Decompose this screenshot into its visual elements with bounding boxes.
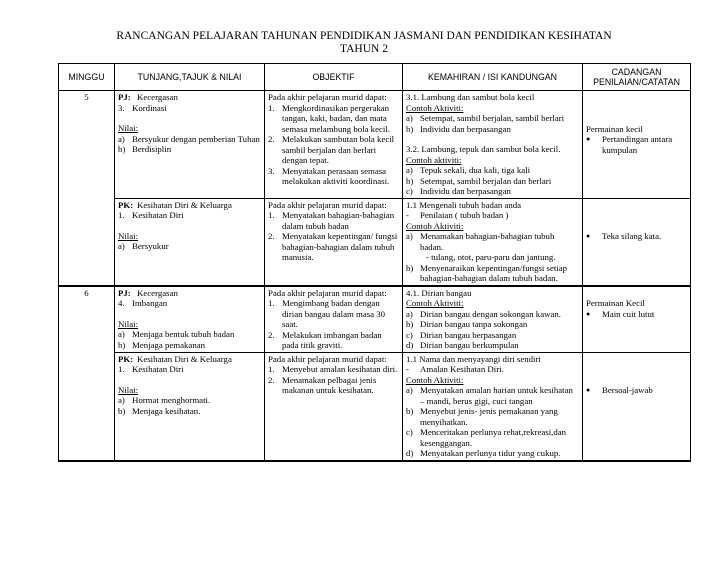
spacer — [118, 375, 261, 385]
nilai-label: Nilai: — [118, 230, 139, 241]
cell-minggu — [59, 198, 115, 286]
cell-tunjang — [115, 352, 265, 461]
nilai-item-marker: b) — [118, 405, 126, 416]
nilai-item-marker: b) — [118, 144, 126, 154]
kemahiran-item-text: Menamakan bahagian-bahagian tubuh badan. — [420, 231, 555, 252]
kemahiran-subitem: - tulang, otot, paru-paru dan jantung. — [426, 252, 556, 262]
tunjang-topic-text: Kecergasan — [137, 287, 178, 298]
kemahiran-item — [406, 124, 579, 135]
tunjang-code: PK: — [118, 199, 134, 210]
kemahiran-item — [406, 330, 579, 341]
objektif-item-text: Menyatakan bahagian-bahagian dalam tubuh badan — [282, 210, 395, 231]
objektif-item-text: Menamakan pelbagai jenis makanan untuk kesihatan. — [282, 374, 377, 395]
kemahiran-item — [406, 176, 579, 187]
cell-kemahiran — [403, 198, 583, 286]
nilai-item-text: Berdisiplin — [132, 144, 172, 154]
objektif-item-text: Mengimbang badan dengan dirian bangau dalam masa 30 saat. — [282, 298, 386, 329]
cadangan-bullet-text: Main cuit lutut — [602, 308, 655, 319]
kemahiran-item-marker: d) — [406, 448, 414, 458]
nilai-item-text: Bersyukur — [132, 241, 169, 251]
objektif-item-text: Melakukan sambutan bola kecil sambil berjalan dan berlari dengan tepat. — [282, 134, 395, 165]
title-line-2: TAHUN 2 — [340, 43, 388, 55]
nilai-item — [118, 340, 261, 351]
objektif-item-marker: 3. — [268, 165, 275, 176]
kemahiran-item — [406, 263, 579, 284]
tunjang-item-text: Kesihatan Diri — [132, 210, 184, 220]
objektif-intro: Pada akhir pelajaran murid dapat: — [268, 92, 387, 102]
kemahiran-item — [406, 165, 579, 176]
nilai-item-marker: b) — [118, 339, 126, 350]
bullet-icon: ● — [586, 232, 591, 240]
kemahiran-heading: 1.1 Nama dan menyayangi diri sendiri — [406, 353, 541, 364]
kemahiran-item-marker: a) — [406, 165, 413, 175]
header-minggu: MINGGU — [59, 64, 115, 91]
cell-kemahiran — [403, 286, 583, 353]
kemahiran-item-text: Menyatakan amalan harian untuk kesihatan – mandi, berus gigi, cuci tangan — [420, 385, 573, 406]
kemahiran-heading: 3.2. Lambung, tepuk dan sambut bola kecil. — [406, 144, 561, 154]
cell-objektif — [265, 198, 403, 286]
cadangan-bullet-item — [586, 385, 687, 396]
kemahiran-item-marker: a) — [406, 308, 413, 319]
spacer — [586, 103, 687, 114]
spacer — [586, 210, 687, 221]
kemahiran-item-text: Setempat, sambil berjalan, sambil berlari — [420, 113, 565, 123]
tunjang-item-marker: 4. — [118, 298, 125, 308]
tunjang-code: PJ: — [118, 287, 131, 298]
objektif-item — [268, 210, 399, 231]
nilai-item-marker: a) — [118, 133, 125, 144]
objektif-item — [268, 166, 399, 187]
objektif-intro: Pada akhir pelajaran murid dapat: — [268, 199, 387, 210]
nilai-item — [118, 134, 261, 145]
objektif-item — [268, 103, 399, 135]
nilai-item-marker: a) — [118, 395, 125, 405]
objektif-item-marker: 2. — [268, 374, 275, 385]
kemahiran-item-text: Tepuk sekali, dua kali, tiga kali — [420, 165, 531, 175]
spacer — [586, 354, 687, 365]
nilai-item — [118, 329, 261, 340]
objektif-item — [268, 231, 399, 263]
kemahiran-item — [406, 113, 579, 124]
tunjang-item-text: Kordinasi — [132, 102, 167, 113]
bullet-icon: ● — [586, 135, 591, 143]
cadangan-bullet-item — [586, 309, 687, 320]
objektif-item-text: Mengkordinasikan pergerakan tangan, kaki, badan, dan mata semasa melambung bola kecil. — [282, 102, 390, 134]
objektif-item — [268, 298, 399, 330]
kemahiran-heading: 4.1. Dirian bangau — [406, 287, 472, 298]
kemahiran-item — [406, 448, 579, 459]
kemahiran-item-text: Dirian bangau berpasangan — [420, 329, 517, 340]
tunjang-code: PJ: — [118, 92, 131, 102]
nilai-item-text: Menjaga pemakanan — [132, 339, 206, 350]
kemahiran-item-marker: - — [406, 364, 409, 374]
kemahiran-item-text: Individu dan berpasangan — [420, 123, 511, 134]
nilai-item — [118, 395, 261, 406]
kemahiran-item-text: Dirian bangau berkumpulan — [420, 340, 519, 350]
objektif-item — [268, 364, 399, 375]
tunjang-item — [118, 103, 261, 114]
objektif-item-marker: 1. — [268, 210, 275, 220]
cell-tunjang — [115, 198, 265, 286]
spacer — [406, 134, 579, 144]
objektif-item-text: Menyebut amalan kesihatan diri. — [282, 364, 398, 374]
objektif-intro: Pada akhir pelajaran murid dapat: — [268, 353, 387, 364]
kemahiran-item-text: Menyenaraikan kepentingan/fungsi setiap bahagian-bahagian dalam tubuh badan. — [420, 262, 568, 283]
tunjang-code: PK: — [118, 353, 134, 364]
contoh-aktiviti-label: Contoh Aktiviti: — [406, 220, 464, 231]
table-row — [59, 198, 691, 286]
nilai-item-text: Menjaga bentuk tubuh badan — [132, 329, 235, 339]
nilai-item-marker: a) — [118, 241, 125, 251]
kemahiran-item-marker: c) — [406, 186, 413, 196]
objektif-item-marker: 2. — [268, 329, 275, 340]
tunjang-topic-text: Kesihatan Diri & Keluarga — [137, 353, 232, 364]
table-row — [59, 352, 691, 461]
spacer — [118, 309, 261, 319]
table-row — [59, 91, 691, 199]
header-cadangan-line-2: PENILAIAN/CATATAN — [593, 77, 680, 87]
spacer — [586, 92, 687, 103]
tunjang-topic — [118, 200, 261, 211]
nilai-item — [118, 406, 261, 417]
kemahiran-item-marker: a) — [406, 231, 413, 241]
tunjang-topic — [118, 354, 261, 365]
tunjang-item-marker: 1. — [118, 364, 125, 374]
cadangan-bullet-text: Teka silang kata. — [602, 231, 662, 241]
cadangan-bullet-item — [586, 231, 687, 242]
objektif-item-text: Menyatakan perasaan semasa melakukan aktiviti koordinasi. — [282, 165, 390, 186]
tunjang-item — [118, 364, 261, 375]
kemahiran-item — [406, 385, 579, 406]
header-kemahiran: KEMAHIRAN / ISI KANDUNGAN — [403, 64, 583, 91]
nilai-item — [118, 241, 261, 252]
spacer — [586, 288, 687, 299]
kemahiran-item-marker: c) — [406, 329, 413, 340]
nilai-label: Nilai: — [118, 123, 139, 133]
kemahiran-item-marker: b) — [406, 319, 414, 329]
spacer — [586, 200, 687, 211]
kemahiran-item-text: Dirian bangau dengan sokongan kawan. — [420, 308, 561, 319]
kemahiran-item-marker: b) — [406, 406, 414, 416]
kemahiran-item-marker: a) — [406, 113, 413, 123]
objektif-item-marker: 1. — [268, 298, 275, 308]
tunjang-item — [118, 210, 261, 221]
kemahiran-item-marker: c) — [406, 427, 413, 437]
spacer — [586, 221, 687, 232]
kemahiran-item-marker: - — [406, 210, 409, 220]
tunjang-item-text: Imbangan — [132, 298, 168, 308]
kemahiran-item — [406, 210, 579, 221]
kemahiran-item — [406, 319, 579, 330]
header-row — [59, 64, 691, 91]
header-cadangan — [583, 64, 691, 91]
spacer — [586, 375, 687, 386]
nilai-item — [118, 144, 261, 155]
kemahiran-item — [406, 427, 579, 448]
kemahiran-item-marker: a) — [406, 385, 413, 395]
contoh-aktiviti-label: Contoh Aktiviti: — [406, 374, 464, 385]
nilai-item-text: Menjaga kesihatan. — [132, 405, 201, 416]
cell-minggu: 6 — [59, 286, 115, 353]
kemahiran-item-text: Dirian bangau tanpa sokongan — [420, 319, 528, 329]
kemahiran-item-text: Setempat, sambil berjalan dan berlari — [420, 175, 552, 186]
spacer — [586, 364, 687, 375]
cell-cadangan — [583, 352, 691, 461]
objektif-item-text: Menyatakan kepentingan/ fungsi bahagian-bahagian dalam tubuh manusia. — [282, 231, 398, 262]
kemahiran-heading: 3.1. Lambung dan sambut bola kecil — [406, 92, 535, 102]
kemahiran-item-marker: b) — [406, 175, 414, 186]
cell-minggu — [59, 352, 115, 461]
tunjang-item-marker: 3. — [118, 102, 125, 113]
cell-minggu: 5 — [59, 91, 115, 199]
cell-kemahiran — [403, 91, 583, 199]
tunjang-topic-text: Kesihatan Diri & Keluarga — [137, 199, 232, 210]
header-objektif: OBJEKTIF — [265, 64, 403, 91]
nilai-item-marker: a) — [118, 329, 125, 339]
cadangan-bullet-text: Bersoal-jawab — [602, 385, 653, 395]
objektif-item — [268, 375, 399, 396]
cell-cadangan — [583, 198, 691, 286]
contoh-aktiviti-label: Contoh aktiviti: — [406, 154, 462, 165]
kemahiran-item-text: Penilaian ( tubuh badan ) — [420, 210, 509, 220]
objektif-item-marker: 2. — [268, 231, 275, 241]
kemahiran-item — [406, 364, 579, 375]
kemahiran-heading: 1.1 Mengenali tubuh badan anda — [406, 199, 522, 210]
kemahiran-item-marker: d) — [406, 340, 414, 350]
kemahiran-item — [406, 186, 579, 197]
kemahiran-item-text: Menyatakan perlunya tidur yang cukup. — [420, 448, 561, 458]
tunjang-topic-text: Kecergasan — [137, 92, 178, 102]
kemahiran-item-text: Individu dan berpasangan — [420, 186, 511, 196]
kemahiran-item-marker: b) — [406, 123, 414, 134]
kemahiran-item — [406, 406, 579, 427]
objektif-intro: Pada akhir pelajaran murid dapat: — [268, 287, 387, 298]
kemahiran-item-text: Menyebut jenis- jenis pemakanan yang menyihatkan. — [420, 406, 558, 427]
cadangan-bullet-text: Pertandingan antara kumpulan — [602, 134, 673, 155]
document-title — [0, 30, 728, 56]
bullet-icon: ● — [586, 386, 591, 394]
objektif-item-marker: 2. — [268, 134, 275, 144]
bullet-icon: ● — [586, 309, 591, 318]
title-line-1: RANCANGAN PELAJARAN TAHUNAN PENDIDIKAN JASMANI DAN PENDIDIKAN KESIHATAN — [116, 30, 612, 42]
tunjang-topic — [118, 92, 261, 103]
tunjang-item-marker: 1. — [118, 210, 125, 220]
objektif-item — [268, 134, 399, 166]
nilai-item-text: Hormat menghormati. — [132, 395, 211, 405]
cell-tunjang — [115, 91, 265, 199]
objektif-item-marker: 1. — [268, 102, 275, 113]
table-row — [59, 286, 691, 353]
tunjang-item — [118, 298, 261, 309]
kemahiran-item-text: Amalan Kesihatan Diri. — [420, 364, 504, 374]
tunjang-item-text: Kesihatan Diri — [132, 364, 184, 374]
cell-kemahiran — [403, 352, 583, 461]
objektif-item-marker: 1. — [268, 364, 275, 374]
kemahiran-item-marker: b) — [406, 262, 414, 273]
kemahiran-item — [406, 340, 579, 351]
nilai-label: Nilai: — [118, 318, 139, 329]
objektif-item-text: Melakukan imbangan badan pada titik graviti. — [282, 329, 382, 350]
kemahiran-item-text: Menceritakan perlunya rehat,rekreasi,dan kesenggangan. — [420, 427, 567, 448]
cell-tunjang — [115, 286, 265, 353]
nilai-label: Nilai: — [118, 384, 139, 395]
spacer — [118, 221, 261, 231]
contoh-aktiviti-label: Contoh Aktiviti: — [406, 298, 464, 308]
header-cadangan-line-1: CADANGAN — [611, 66, 662, 77]
lesson-plan-table — [58, 63, 691, 462]
cell-objektif — [265, 352, 403, 461]
nilai-item-text: Bersyukur dengan pemberian Tuhan — [132, 133, 260, 144]
cadangan-label: Permainan Kecil — [586, 298, 645, 308]
kemahiran-item — [406, 231, 579, 252]
cell-objektif — [265, 286, 403, 353]
cadangan-label: Permainan kecil — [586, 123, 643, 134]
cell-objektif — [265, 91, 403, 199]
header-tunjang: TUNJANG,TAJUK & NILAI — [115, 64, 265, 91]
objektif-item — [268, 330, 399, 351]
cell-cadangan — [583, 91, 691, 199]
cadangan-bullet-item — [586, 134, 687, 155]
cell-cadangan — [583, 286, 691, 353]
kemahiran-item — [406, 309, 579, 320]
contoh-aktiviti-label: Contoh Aktiviti: — [406, 102, 464, 113]
spacer — [586, 113, 687, 124]
spacer — [118, 113, 261, 123]
tunjang-topic — [118, 288, 261, 299]
